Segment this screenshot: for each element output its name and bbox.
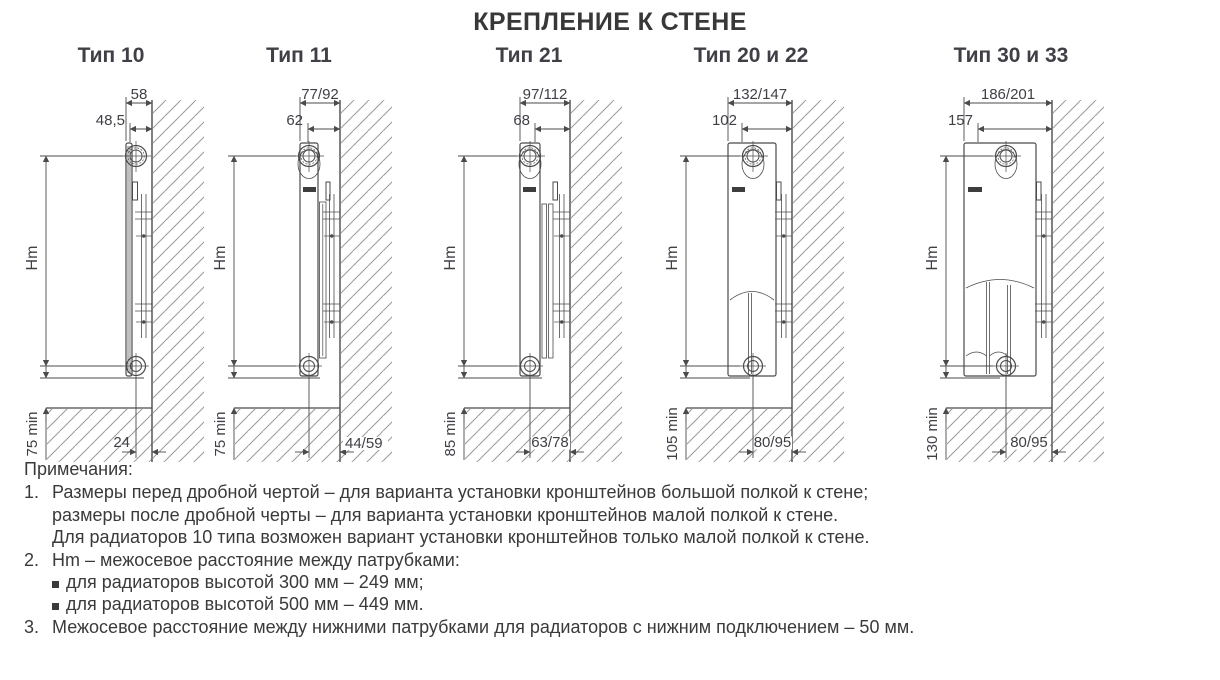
diagram-type20-22-drawing [640,86,862,466]
dim-top-width: 186/201 [980,86,1036,103]
dim-floor-min: 75 min [24,411,41,457]
dimensions [442,86,584,460]
dim-floor-min: 85 min [442,411,459,457]
note-bullet [52,571,460,593]
dim-bottom-offset: 80/95 [1010,434,1048,451]
note-number: 3. [24,616,40,637]
radiator-body [964,143,1036,376]
wall-hatch [234,100,392,462]
diagram-type11-drawing [188,86,410,466]
dim-bottom-offset: 24 [113,434,130,451]
diagram-type21 [418,44,640,466]
note-line: Размеры перед дробной чертой – для варианта установки кронштейнов большой полкой к стене; [52,482,869,503]
note-item-3 [24,616,1204,638]
note-line: Hm – межосевое расстояние между патрубками: [52,549,460,570]
diagram-type30-33 [900,44,1122,466]
dim-bottom-offset: 44/59 [345,435,383,452]
wall-hatch [46,100,204,462]
dim-floor-min: 130 min [924,407,941,461]
note-item-2 [24,549,1204,616]
note-bullet-text: для радиаторов высотой 500 мм – 449 мм. [66,594,424,615]
pipe-connections [738,141,768,379]
dim-wall-offset: 102 [711,112,737,129]
note-number: 2. [24,549,40,570]
note-bullet-text: для радиаторов высотой 300 мм – 249 мм; [66,572,424,593]
dimensions [24,86,166,460]
diagram-type20-22 [640,44,862,466]
notes-section [24,458,1204,638]
dim-hm: Hm [924,245,941,271]
page-title: КРЕПЛЕНИЕ К СТЕНЕ [473,8,747,36]
square-bullet-icon [52,603,59,610]
dimensions [924,86,1066,461]
diagram-title: Тип 10 [77,44,145,67]
dim-hm: Hm [212,245,229,271]
dim-bottom-offset: 63/78 [531,434,569,451]
dim-wall-offset: 157 [947,112,973,129]
dim-wall-offset: 68 [513,112,530,129]
diagram-title: Тип 21 [495,44,563,67]
note-line: Для радиаторов 10 типа возможен вариант установки кронштейнов только малой полкой к стене. [52,527,870,548]
dim-top-width: 58 [130,86,148,103]
diagram-title: Тип 11 [266,44,332,67]
dimensions [664,86,806,461]
wall-hatch [686,100,844,462]
bracket [1035,182,1052,338]
dim-floor-min: 105 min [664,407,681,461]
dim-top-width: 132/147 [732,86,788,103]
radiator-body [728,143,776,376]
dim-wall-offset: 62 [286,112,303,129]
diagram-title: Тип 30 и 33 [953,44,1069,67]
bracket [553,182,570,338]
radiator-body [126,143,132,376]
dim-hm: Hm [24,245,41,271]
bracket [133,182,153,338]
note-number: 1. [24,482,40,503]
wall-hatch [946,100,1104,462]
dim-top-width: 77/92 [301,86,339,103]
square-bullet-icon [52,581,59,588]
dim-hm: Hm [442,245,459,271]
dim-top-width: 97/112 [522,86,568,103]
dim-bottom-offset: 80/95 [753,434,792,451]
dim-floor-min: 75 min [212,411,229,457]
diagram-title: Тип 20 и 22 [693,44,809,67]
pipe-connections [991,141,1021,379]
diagram-type30-33-drawing [900,86,1122,466]
dim-hm: Hm [664,245,681,271]
diagram-type21-drawing [418,86,640,466]
note-line: Межосевое расстояние между нижними патрубками для радиаторов с нижним подключением – 50 мм. [52,616,915,637]
note-item-1 [24,481,1204,548]
bracket [323,182,340,338]
wall-hatch [464,100,622,462]
note-bullet [52,593,460,615]
dim-wall-offset: 48,5 [95,112,125,129]
diagram-type11 [188,44,410,466]
radiator-body [520,143,553,376]
notes-heading: Примечания: [24,459,133,479]
note-line: размеры после дробной черты – для варианта установки кронштейнов малой полкой к стене. [52,504,839,525]
bracket [775,182,792,338]
